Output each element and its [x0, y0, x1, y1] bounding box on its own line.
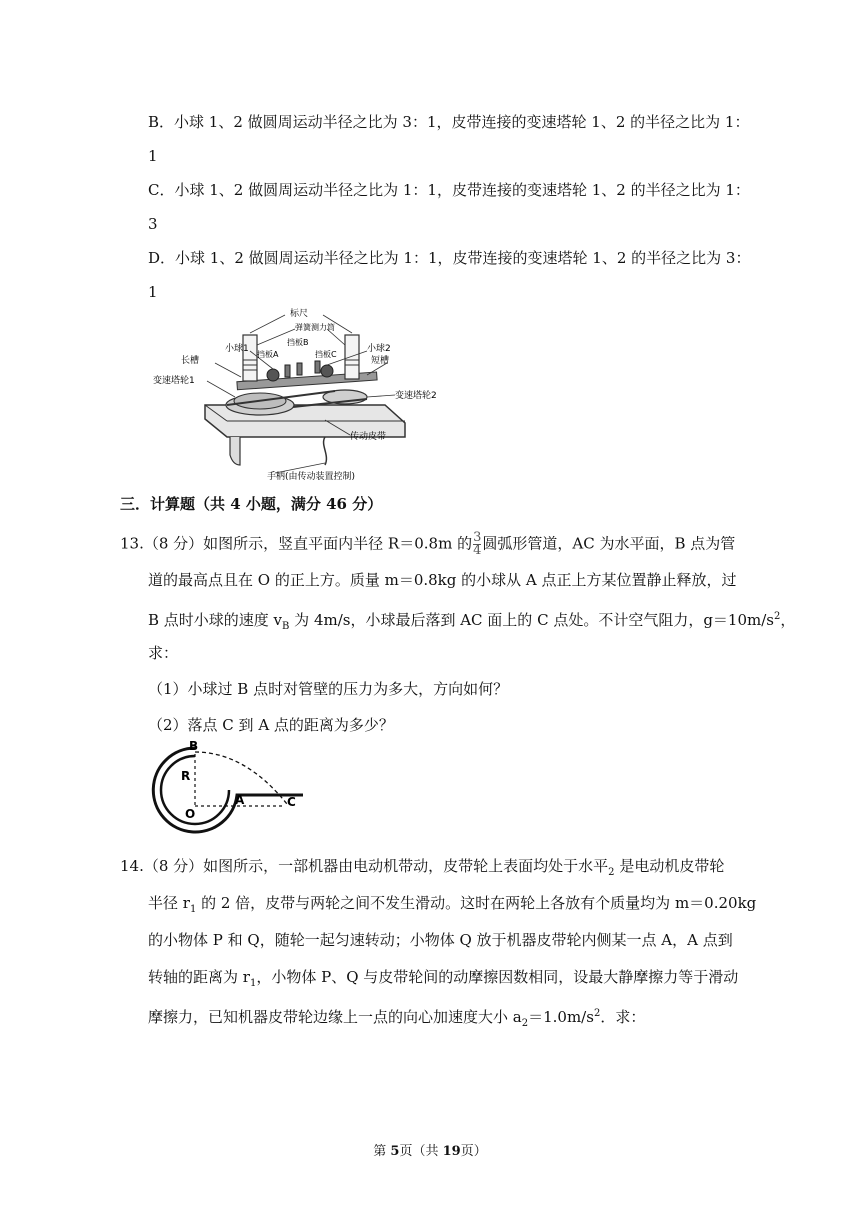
q14-line5: 摩擦力，已知机器皮带轮边缘上一点的向心加速度大小 $a_2=1.0m/s^2$．求：: [148, 1008, 646, 1029]
option-b: B．小球 1、2 做圆周运动半径之比为 3：1，皮带连接的变速塔轮 1、2 的半径之比为 1：: [148, 113, 750, 131]
point-o-label: O: [185, 807, 196, 821]
option-b-continued: 1: [148, 147, 158, 165]
ball1-label: 小球1: [225, 344, 249, 354]
page-footer: 第 5页（共 19页）: [373, 1144, 487, 1159]
q14-line3: 的小物体 P 和 Q，随轮一起匀速转动；小物体 Q 放于机器皮带轮内侧某一点 A，A 点到: [148, 931, 733, 949]
q13-line1: 13.（8 分）如图所示，竖直平面内半径 R＝0.8m 的 $\frac{3}{4}$ 圆弧形管道，AC 为水平面，B 点为管: [120, 530, 736, 558]
q14-line4: 转轴的距离为 $r_1$，小物体 P、Q 与皮带轮间的动摩擦因数相同，设最大静摩擦力等于滑动: [148, 968, 739, 989]
long-slot-label: 长槽: [181, 356, 200, 366]
point-c-label: C: [287, 795, 296, 809]
spring-tube-label: 弹簧测力筒: [295, 323, 335, 332]
baffle-b-label: 挡板B: [287, 338, 309, 347]
page-number: 5: [390, 1144, 400, 1159]
q14-line2: 半径 $r_1$ 的 2 倍，皮带与两轮之间不发生滑动。这时在两轮上各放有个质量均为 m＝0.20kg: [148, 894, 757, 915]
q13-line2: 道的最高点且在 O 的正上方。质量 m＝0.8kg 的小球从 A 点正上方某位置静止释放，过: [148, 571, 737, 589]
point-a-label: A: [235, 793, 245, 807]
wheel1-label: 变速塔轮1: [153, 376, 195, 386]
ball2-label: 小球2: [367, 344, 391, 354]
arc-pipe-figure: [145, 740, 315, 840]
q14-line1: 14.（8 分）如图所示，一部机器由电动机带动，皮带轮上表面均处于水平$_2$ 是电动机皮带轮: [120, 857, 725, 878]
q13-sub1: （1）小球过 B 点时对管壁的压力为多大，方向如何？: [148, 680, 509, 698]
baffle-a-label: 挡板A: [257, 350, 279, 359]
centripetal-apparatus-figure: [145, 305, 437, 485]
short-slot-label: 短槽: [371, 356, 390, 366]
option-d-continued: 1: [148, 283, 158, 301]
q13-line4: 求：: [148, 644, 179, 662]
section-title: 三．计算题（共 4 小题，满分 46 分）: [120, 495, 383, 513]
point-b-label: B: [189, 739, 199, 753]
q13-line3: B 点时小球的速度 $v_B$ 为 4m/s，小球最后落到 AC 面上的 C 点处。不计空气阻力，$g=10m/s^2$，: [148, 611, 796, 632]
fraction-three-quarters: $\frac{3}{4}$: [473, 530, 482, 558]
q13-sub2: （2）落点 C 到 A 点的距离为多少？: [148, 716, 394, 734]
total-pages: 19: [442, 1144, 461, 1159]
wheel2-label: 变速塔轮2: [395, 391, 437, 401]
baffle-c-label: 挡板C: [315, 350, 337, 359]
option-d: D．小球 1、2 做圆周运动半径之比为 1：1，皮带连接的变速塔轮 1、2 的半径之比为 3：: [148, 249, 751, 267]
belt-label: 传动皮带: [350, 432, 387, 442]
handle-label: 手柄(由传动装置控制): [267, 472, 356, 482]
ruler-label: 标尺: [290, 309, 309, 319]
option-c: C．小球 1、2 做圆周运动半径之比为 1：1，皮带连接的变速塔轮 1、2 的半径之比为 1：: [148, 181, 750, 199]
radius-r-label: R: [181, 769, 191, 783]
option-c-continued: 3: [148, 215, 158, 233]
